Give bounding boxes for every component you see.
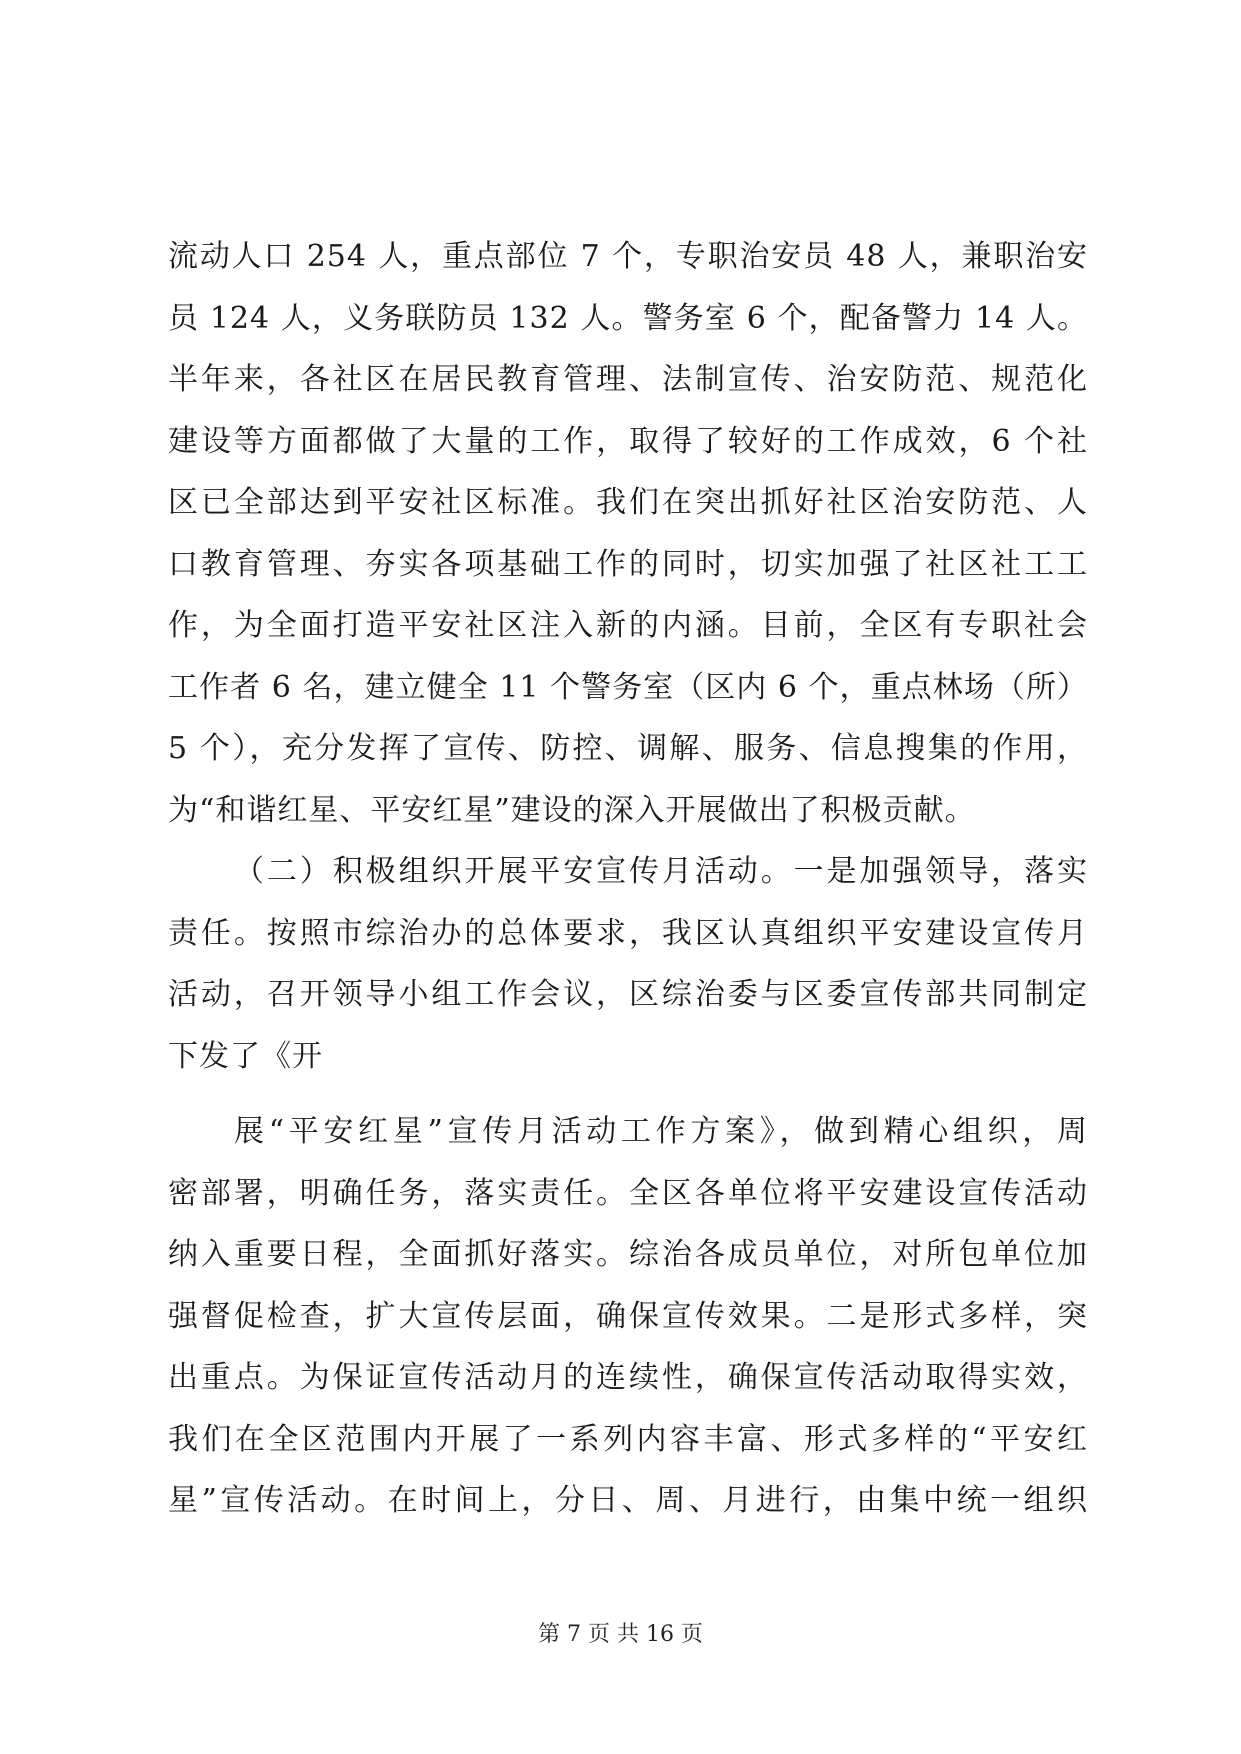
paragraph-line: 区已全部达到平安社区标准。我们在突出抓好社区治安防范、人 — [168, 485, 1088, 520]
paragraph-line: 出重点。为保证宣传活动月的连续性，确保宣传活动取得实效， — [168, 1360, 1088, 1395]
paragraph-line: 半年来，各社区在居民教育管理、法制宣传、治安防范、规范化 — [168, 362, 1088, 397]
paragraph-line: 展“平安红星”宣传月活动工作方案》，做到精心组织，周 — [234, 1114, 1088, 1149]
paragraph-line: 活动，召开领导小组工作会议，区综治委与区委宣传部共同制定 — [168, 977, 1088, 1012]
paragraph-line: 密部署，明确任务，落实责任。全区各单位将平安建设宣传活动 — [168, 1175, 1088, 1211]
paragraph-line: 作，为全面打造平安社区注入新的内涵。目前，全区有专职社会 — [168, 608, 1088, 643]
paragraph-line: 工作者 6 名，建立健全 11 个警务室（区内 6 个，重点林场（所） — [168, 669, 1088, 705]
paragraph-gap — [168, 1087, 1088, 1101]
paragraph-line: （二）积极组织开展平安宣传月活动。一是加强领导，落实 — [234, 854, 1088, 889]
paragraph-line: 星”宣传活动。在时间上，分日、周、月进行，由集中统一组织 — [168, 1483, 1088, 1518]
paragraph-line: 为“和谐红星、平安红星”建设的深入开展做出了积极贡献。 — [168, 792, 976, 828]
paragraph-line: 下发了《开 — [168, 1038, 323, 1074]
paragraph-line: 员 124 人，义务联防员 132 人。警务室 6 个，配备警力 14 人。 — [168, 300, 1088, 336]
paragraph-line: 纳入重要日程，全面抓好落实。综治各成员单位，对所包单位加 — [168, 1237, 1088, 1272]
paragraph-line: 口教育管理、夯实各项基础工作的同时，切实加强了社区社工工 — [168, 546, 1088, 582]
paragraph-line: 我们在全区范围内开展了一系列内容丰富、形式多样的“平安红 — [168, 1421, 1088, 1457]
paragraph-line: 强督促检查，扩大宣传层面，确保宣传效果。二是形式多样，突 — [168, 1298, 1088, 1334]
paragraph-line: 5 个），充分发挥了宣传、防控、调解、服务、信息搜集的作用， — [168, 731, 1088, 766]
paragraph-line: 流动人口 254 人，重点部位 7 个，专职治安员 48 人，兼职治安 — [168, 239, 1088, 274]
page-footer: 第 7 页 共 16 页 — [538, 1622, 703, 1647]
paragraph-line: 建设等方面都做了大量的工作，取得了较好的工作成效，6 个社 — [168, 423, 1088, 459]
document-body — [168, 226, 1088, 1532]
paragraph-line: 责任。按照市综治办的总体要求，我区认真组织平安建设宣传月 — [168, 915, 1088, 951]
